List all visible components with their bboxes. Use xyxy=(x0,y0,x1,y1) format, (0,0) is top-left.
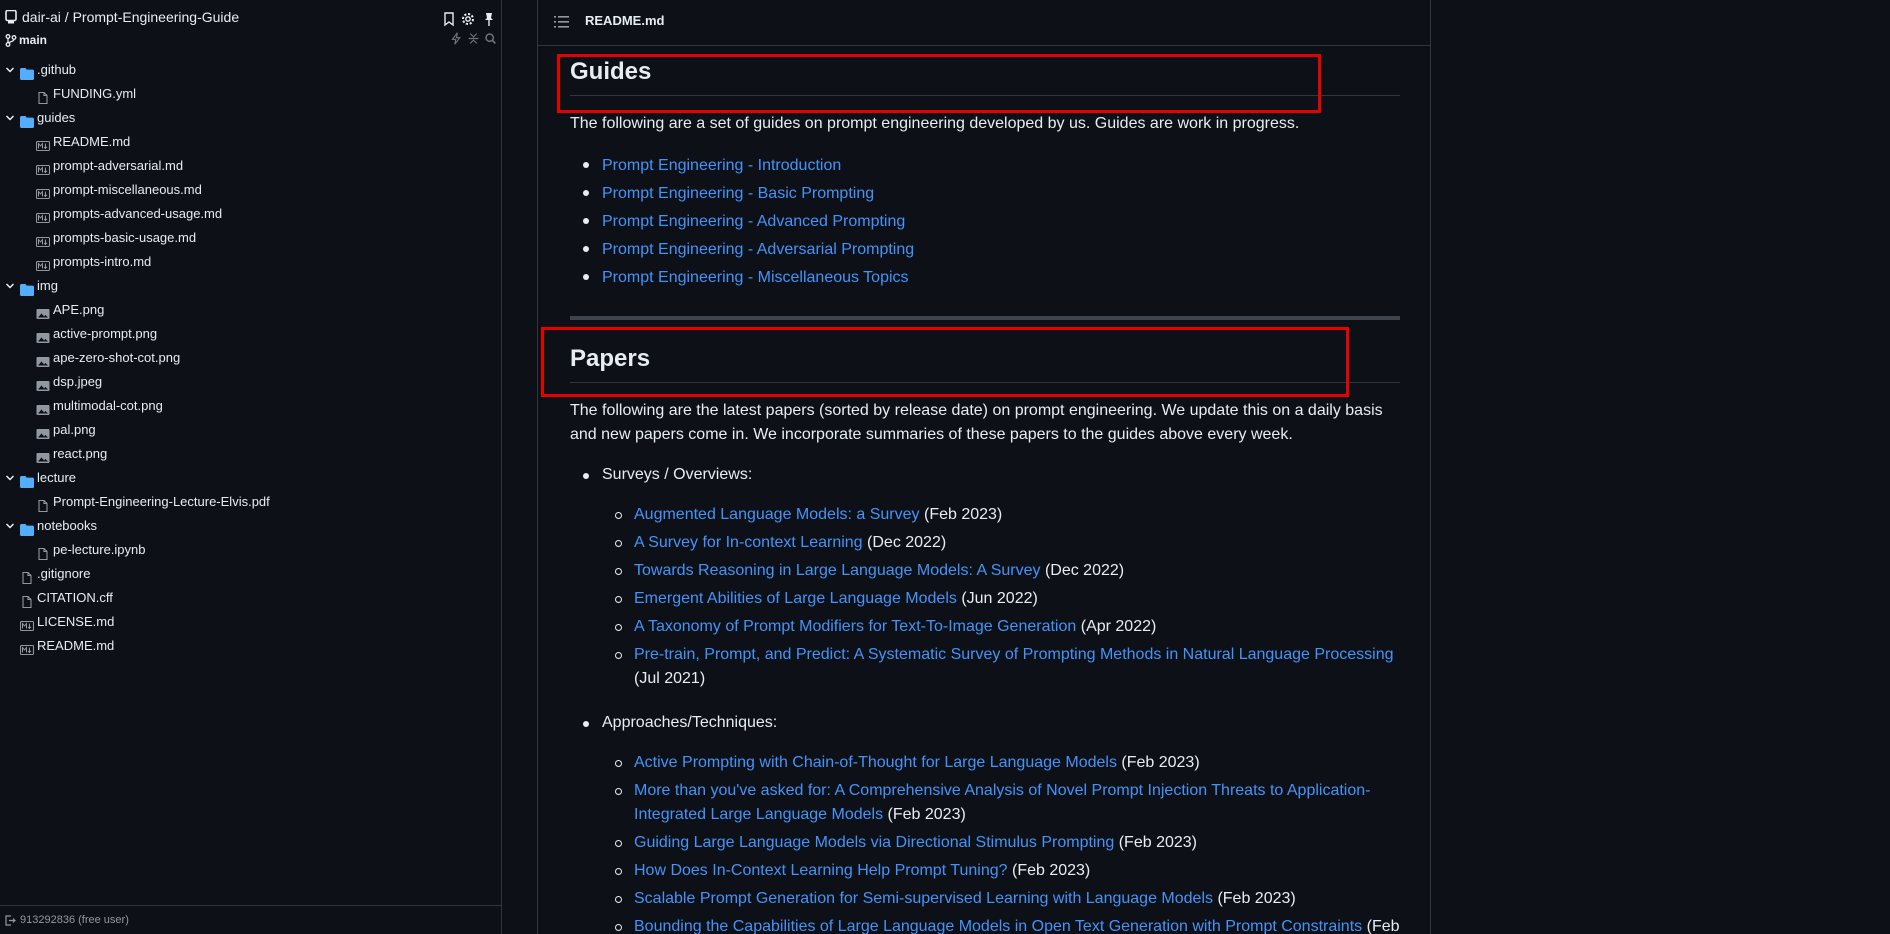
image-file-icon xyxy=(36,376,50,388)
image-file-icon xyxy=(36,304,50,316)
tree-file-readme-md[interactable] xyxy=(0,634,500,658)
tree-file-readme-md[interactable] xyxy=(0,130,500,154)
tree-item-label: dsp.jpeg xyxy=(53,374,103,389)
paper-date: (Feb 2023) xyxy=(1118,834,1197,851)
pin-icon[interactable] xyxy=(481,11,497,27)
markdown-file-icon xyxy=(36,184,50,196)
repo-header xyxy=(0,0,502,50)
tree-item-label: prompt-miscellaneous.md xyxy=(53,182,202,197)
file-tree xyxy=(0,58,500,658)
paper-list-item xyxy=(602,531,1400,555)
tree-item-label: notebooks xyxy=(37,518,97,533)
approaches-list xyxy=(602,751,1400,934)
tree-item-label: ape-zero-shot-cot.png xyxy=(53,350,181,365)
paper-date: (Apr 2022) xyxy=(1080,618,1157,635)
tree-item-label: CITATION.cff xyxy=(37,590,113,605)
tree-file-pal-png[interactable] xyxy=(0,418,500,442)
tree-file-funding-yml[interactable] xyxy=(0,82,500,106)
paper-link[interactable]: Guiding Large Language Models via Directional Stimulus Prompting xyxy=(634,834,1115,851)
paper-link[interactable]: Active Prompting with Chain-of-Thought for Large Language Models xyxy=(634,754,1117,771)
sidebar-footer xyxy=(0,905,501,934)
file-icon xyxy=(20,592,34,604)
chevron-down-icon[interactable] xyxy=(5,65,15,75)
tree-folder-github[interactable] xyxy=(0,58,500,82)
tree-item-label: guides xyxy=(37,110,76,125)
folder-icon xyxy=(20,280,34,292)
paper-link[interactable]: How Does In-Context Learning Help Prompt Tuning? xyxy=(634,862,1008,879)
surveys-label: Surveys / Overviews: xyxy=(602,466,753,483)
paper-list-item xyxy=(602,859,1400,883)
lightning-icon[interactable] xyxy=(450,32,463,45)
file-header xyxy=(538,0,1431,46)
tree-item-label: lecture xyxy=(37,470,77,485)
markdown-file-icon xyxy=(36,160,50,172)
papers-heading: Papers xyxy=(570,344,1400,383)
paper-date: (Feb 2023) xyxy=(1011,862,1091,879)
tree-item-label: active-prompt.png xyxy=(53,326,158,341)
tree-item-label: Prompt-Engineering-Lecture-Elvis.pdf xyxy=(53,494,270,509)
file-name: README.md xyxy=(585,13,665,28)
tree-folder-guides[interactable] xyxy=(0,106,500,130)
papers-intro: The following are the latest papers (sorted by release date) on prompt engineering. We update this on a daily basis and new papers come in. We incorporate summaries of these papers to the guides above every week. xyxy=(570,402,1383,443)
paper-list-item xyxy=(602,887,1400,911)
tree-file-citation-cff[interactable] xyxy=(0,586,500,610)
paper-link[interactable]: Scalable Prompt Generation for Semi-supervised Learning with Language Models xyxy=(634,890,1213,907)
tree-file-prompts-intro-md[interactable] xyxy=(0,250,500,274)
markdown-file-icon xyxy=(36,208,50,220)
file-icon xyxy=(36,544,50,556)
folder-icon xyxy=(20,112,34,124)
image-file-icon xyxy=(36,352,50,364)
paper-list-item xyxy=(602,615,1400,639)
tree-item-label: react.png xyxy=(53,446,108,461)
branch-selector[interactable]: main xyxy=(19,33,48,47)
paper-link[interactable]: Bounding the Capabilities of Large Language Models in Open Text Generation with Prompt Constraints xyxy=(634,918,1363,934)
paper-link[interactable]: A Taxonomy of Prompt Modifiers for Text-To-Image Generation xyxy=(634,618,1077,635)
list-item-approaches xyxy=(570,711,1400,934)
paper-list-item xyxy=(602,831,1400,855)
file-icon xyxy=(36,88,50,100)
image-file-icon xyxy=(36,328,50,340)
tree-file-prompts-basic-usage-md[interactable] xyxy=(0,226,500,250)
paper-list-item xyxy=(602,503,1400,527)
paper-date: (Feb xyxy=(1366,918,1400,934)
markdown-file-icon xyxy=(36,256,50,268)
tree-file-prompts-advanced-usage-md[interactable] xyxy=(0,202,500,226)
tree-item-label: README.md xyxy=(53,134,131,149)
folder-icon xyxy=(20,520,34,532)
markdown-file-icon xyxy=(36,232,50,244)
tree-item-label: img xyxy=(37,278,58,293)
tree-item-label: pe-lecture.ipynb xyxy=(53,542,146,557)
paper-link[interactable]: Emergent Abilities of Large Language Models xyxy=(634,590,957,607)
paper-date: (Feb 2023) xyxy=(923,506,1003,523)
markdown-file-icon xyxy=(36,136,50,148)
tree-file-react-png[interactable] xyxy=(0,442,500,466)
guides-intro: The following are a set of guides on prompt engineering developed by us. Guides are work in progress. xyxy=(570,115,1300,132)
repo-icon xyxy=(5,10,17,24)
markdown-file-icon xyxy=(20,616,34,628)
image-file-icon xyxy=(36,424,50,436)
file-icon xyxy=(36,496,50,508)
file-tree-sidebar xyxy=(0,0,502,934)
paper-link[interactable]: Augmented Language Models: a Survey xyxy=(634,506,920,523)
folder-icon xyxy=(20,64,34,76)
tree-item-label: LICENSE.md xyxy=(37,614,115,629)
branch-icon xyxy=(5,34,17,47)
paper-list-item xyxy=(602,559,1400,583)
surveys-list xyxy=(602,503,1400,691)
user-label: 913292836 (free user) xyxy=(20,914,129,926)
paper-link[interactable]: Pre-train, Prompt, and Predict: A Systematic Survey of Prompting Methods in Natural Language Processing xyxy=(634,646,1394,663)
tree-item-label: prompt-adversarial.md xyxy=(53,158,184,173)
guides-list xyxy=(570,152,1400,292)
guide-link[interactable]: Prompt Engineering - Adversarial Prompting xyxy=(602,241,915,258)
chevron-down-icon[interactable] xyxy=(5,113,15,123)
tree-item-label: multimodal-cot.png xyxy=(53,398,163,413)
repo-title-link[interactable]: dair-ai / Prompt-Engineering-Guide xyxy=(22,9,240,25)
tree-file-prompt-engineering-lecture-elvis-pdf[interactable] xyxy=(0,490,500,514)
bookmark-icon[interactable] xyxy=(441,11,457,27)
tree-file-ape-png[interactable] xyxy=(0,298,500,322)
tree-file-prompt-miscellaneous-md[interactable] xyxy=(0,178,500,202)
tree-file-ape-zero-shot-cot-png[interactable] xyxy=(0,346,500,370)
paper-link[interactable]: A Survey for In-context Learning xyxy=(634,534,863,551)
guide-list-item xyxy=(570,236,1400,264)
guide-link[interactable]: Prompt Engineering - Advanced Prompting xyxy=(602,213,906,230)
sign-out-icon[interactable] xyxy=(5,915,16,926)
paper-list-item xyxy=(602,779,1400,827)
table-of-contents-icon[interactable] xyxy=(554,15,570,29)
readme-viewer xyxy=(537,0,1431,934)
tree-item-label: README.md xyxy=(37,638,115,653)
paper-list-item xyxy=(602,643,1400,691)
tree-file-pe-lecture-ipynb[interactable] xyxy=(0,538,500,562)
tree-folder-notebooks[interactable] xyxy=(0,514,500,538)
image-file-icon xyxy=(36,400,50,412)
tree-file-prompt-adversarial-md[interactable] xyxy=(0,154,500,178)
guide-list-item xyxy=(570,152,1400,180)
tree-item-label: APE.png xyxy=(53,302,105,317)
tree-item-label: prompts-basic-usage.md xyxy=(53,230,197,245)
paper-list-item xyxy=(602,751,1400,775)
markdown-body xyxy=(570,46,1400,934)
tree-item-label: pal.png xyxy=(53,422,96,437)
folder-icon xyxy=(20,472,34,484)
paper-date: (Jul 2021) xyxy=(634,670,706,687)
paper-date: (Feb 2023) xyxy=(1217,890,1296,907)
guides-heading: Guides xyxy=(570,57,1400,96)
paper-date: (Feb 2023) xyxy=(1121,754,1200,771)
tree-file-dsp-jpeg[interactable] xyxy=(0,370,500,394)
paper-link[interactable]: Towards Reasoning in Large Language Models: A Survey xyxy=(634,562,1041,579)
paper-list-item xyxy=(602,587,1400,611)
tree-item-label: .github xyxy=(37,62,77,77)
paper-date: (Dec 2022) xyxy=(1044,562,1125,579)
tree-item-label: prompts-intro.md xyxy=(53,254,152,269)
chevron-down-icon[interactable] xyxy=(5,521,15,531)
chevron-down-icon[interactable] xyxy=(5,281,15,291)
paper-date: (Dec 2022) xyxy=(867,534,947,551)
tree-file-multimodal-cot-png[interactable] xyxy=(0,394,500,418)
collapse-all-icon[interactable] xyxy=(467,32,480,45)
guide-link[interactable]: Prompt Engineering - Introduction xyxy=(602,157,842,174)
gear-icon[interactable] xyxy=(460,11,476,27)
file-icon xyxy=(20,568,34,580)
guide-link[interactable]: Prompt Engineering - Miscellaneous Topics xyxy=(602,269,909,286)
guide-list-item xyxy=(570,180,1400,208)
paper-list-item xyxy=(602,915,1400,934)
list-item-surveys xyxy=(570,463,1400,691)
chevron-down-icon[interactable] xyxy=(5,473,15,483)
tree-folder-lecture[interactable] xyxy=(0,466,500,490)
search-icon[interactable] xyxy=(484,32,497,45)
markdown-file-icon xyxy=(20,640,34,652)
guide-list-item xyxy=(570,264,1400,292)
paper-date: (Jun 2022) xyxy=(961,590,1038,607)
tree-item-label: .gitignore xyxy=(37,566,91,581)
paper-date: (Feb 2023) xyxy=(887,806,966,823)
tree-item-label: FUNDING.yml xyxy=(53,86,137,101)
guide-list-item xyxy=(570,208,1400,236)
tree-folder-img[interactable] xyxy=(0,274,500,298)
tree-file-active-prompt-png[interactable] xyxy=(0,322,500,346)
approaches-label: Approaches/Techniques: xyxy=(602,714,778,731)
tree-file-gitignore[interactable] xyxy=(0,562,500,586)
papers-categories xyxy=(570,463,1400,934)
tree-item-label: prompts-advanced-usage.md xyxy=(53,206,223,221)
tree-file-license-md[interactable] xyxy=(0,610,500,634)
image-file-icon xyxy=(36,448,50,460)
guide-link[interactable]: Prompt Engineering - Basic Prompting xyxy=(602,185,875,202)
paper-link[interactable]: More than you've asked for: A Comprehensive Analysis of Novel Prompt Injection Threats to Application-Integrated Large Language Models xyxy=(634,782,1371,823)
